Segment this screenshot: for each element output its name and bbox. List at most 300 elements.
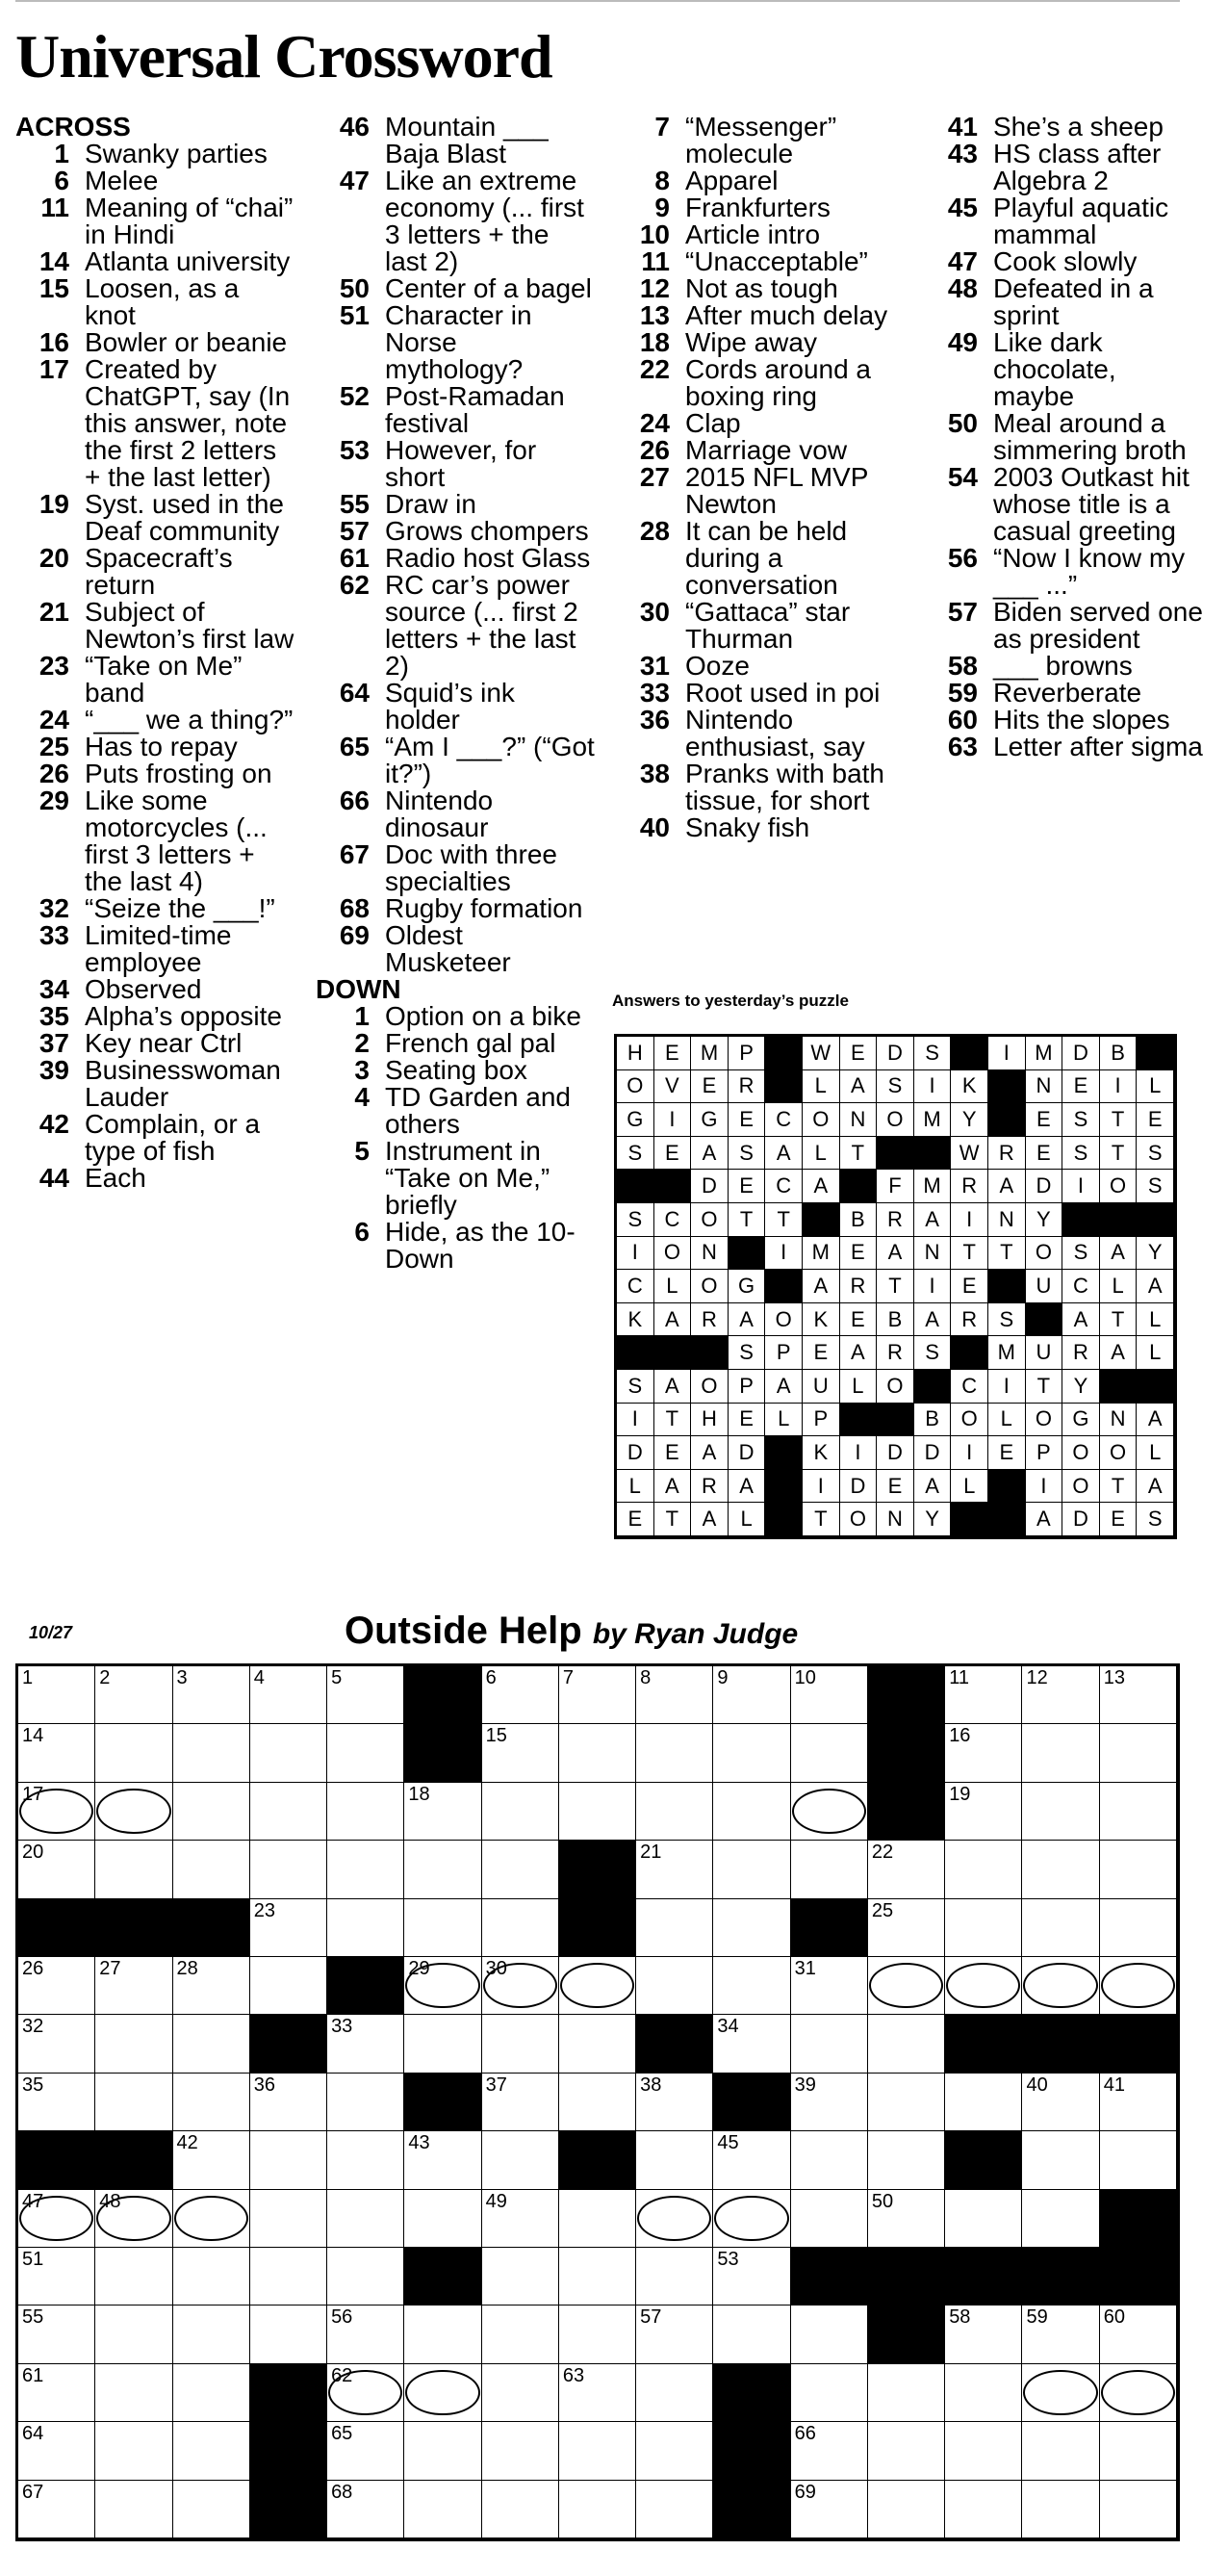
puzzle-square[interactable] bbox=[1100, 2131, 1177, 2189]
answer-cell: A bbox=[729, 1303, 766, 1337]
puzzle-square[interactable] bbox=[945, 2481, 1022, 2538]
puzzle-square[interactable] bbox=[1100, 1841, 1177, 1898]
puzzle-square[interactable] bbox=[1022, 1724, 1099, 1782]
answer-cell: K bbox=[803, 1303, 840, 1337]
puzzle-square[interactable] bbox=[636, 2074, 713, 2131]
puzzle-square[interactable] bbox=[18, 1666, 95, 1724]
puzzle-square[interactable] bbox=[482, 2190, 559, 2248]
puzzle-square[interactable] bbox=[173, 2131, 250, 2189]
puzzle-square[interactable] bbox=[1022, 2364, 1099, 2422]
puzzle-square[interactable] bbox=[482, 2481, 559, 2538]
black-square bbox=[713, 2422, 790, 2480]
clue-text: “___ we a thing?” bbox=[85, 705, 294, 734]
answer-cell: T bbox=[1100, 1137, 1138, 1171]
clue-text: ___ browns bbox=[993, 651, 1133, 681]
black-square bbox=[868, 1724, 945, 1782]
clue-text: Like some motorcycles (... first 3 letters + the last 4) bbox=[85, 786, 268, 896]
clue-text: Article intro bbox=[685, 219, 821, 249]
puzzle-square[interactable] bbox=[713, 1666, 790, 1724]
puzzle-square[interactable] bbox=[327, 1666, 404, 1724]
square-number: 6 bbox=[485, 1667, 497, 1688]
answer-cell: S bbox=[617, 1137, 654, 1171]
clue bbox=[616, 275, 895, 302]
puzzle-square[interactable] bbox=[95, 2074, 172, 2131]
answer-black-cell bbox=[988, 1103, 1026, 1137]
puzzle-square[interactable] bbox=[482, 2015, 559, 2073]
answer-cell: Y bbox=[1026, 1203, 1063, 1237]
answer-cell: S bbox=[914, 1037, 952, 1070]
puzzle-square[interactable] bbox=[95, 2248, 172, 2306]
puzzle-square[interactable] bbox=[868, 2074, 945, 2131]
puzzle-square[interactable] bbox=[636, 1957, 713, 2015]
puzzle-square[interactable] bbox=[173, 1724, 250, 1782]
answer-cell: E bbox=[803, 1336, 840, 1370]
puzzle-square[interactable] bbox=[868, 2364, 945, 2422]
puzzle-square[interactable] bbox=[95, 2422, 172, 2480]
puzzle-square[interactable] bbox=[404, 2015, 481, 2073]
puzzle-square[interactable] bbox=[713, 1724, 790, 1782]
puzzle-square[interactable] bbox=[250, 1724, 327, 1782]
puzzle-square[interactable] bbox=[18, 2481, 95, 2538]
puzzle-square[interactable] bbox=[18, 2074, 95, 2131]
clue-text: Frankfurters bbox=[685, 193, 831, 222]
clue bbox=[924, 707, 1203, 734]
clue-text: Syst. used in the Deaf community bbox=[85, 489, 285, 546]
puzzle-square[interactable] bbox=[18, 2364, 95, 2422]
puzzle-square[interactable] bbox=[250, 1841, 327, 1898]
puzzle-square[interactable] bbox=[250, 2074, 327, 2131]
puzzle-square[interactable] bbox=[791, 1724, 868, 1782]
circle-mark bbox=[1101, 2370, 1175, 2415]
answer-cell: L bbox=[840, 1370, 878, 1404]
puzzle-square[interactable] bbox=[868, 2481, 945, 2538]
puzzle-square[interactable] bbox=[636, 1724, 713, 1782]
puzzle-square[interactable] bbox=[945, 2364, 1022, 2422]
answer-black-cell bbox=[1026, 1303, 1063, 1337]
answer-cell: Y bbox=[914, 1503, 952, 1536]
answer-black-cell bbox=[729, 1237, 766, 1271]
puzzle-square[interactable] bbox=[636, 2306, 713, 2363]
clue bbox=[15, 599, 294, 653]
puzzle-square[interactable] bbox=[945, 1783, 1022, 1841]
puzzle-square[interactable] bbox=[945, 1666, 1022, 1724]
puzzle-square[interactable] bbox=[173, 1841, 250, 1898]
puzzle-square[interactable] bbox=[95, 1957, 172, 2015]
puzzle-square[interactable] bbox=[173, 1666, 250, 1724]
answer-cell: B bbox=[840, 1203, 878, 1237]
clue bbox=[616, 814, 895, 841]
answer-cell: I bbox=[988, 1037, 1026, 1070]
puzzle-square[interactable] bbox=[636, 2364, 713, 2422]
puzzle-square[interactable] bbox=[713, 1783, 790, 1841]
puzzle-square[interactable] bbox=[482, 2422, 559, 2480]
puzzle-square[interactable] bbox=[636, 2190, 713, 2248]
answer-cell: A bbox=[1100, 1336, 1138, 1370]
puzzle-square[interactable] bbox=[327, 1724, 404, 1782]
puzzle-square[interactable] bbox=[1022, 1899, 1099, 1957]
clue bbox=[616, 114, 895, 167]
puzzle-square[interactable] bbox=[1100, 2306, 1177, 2363]
puzzle-square[interactable] bbox=[482, 2306, 559, 2363]
puzzle-square[interactable] bbox=[95, 2190, 172, 2248]
puzzle-square[interactable] bbox=[482, 1899, 559, 1957]
puzzle-square[interactable] bbox=[250, 1957, 327, 2015]
puzzle-square[interactable] bbox=[250, 2131, 327, 2189]
answer-cell: I bbox=[1062, 1170, 1100, 1203]
puzzle-square[interactable] bbox=[1100, 1666, 1177, 1724]
puzzle-square[interactable] bbox=[1022, 2190, 1099, 2248]
answer-cell: P bbox=[803, 1404, 840, 1437]
puzzle-square[interactable] bbox=[713, 2190, 790, 2248]
puzzle-square[interactable] bbox=[250, 2190, 327, 2248]
answer-cell: M bbox=[914, 1103, 952, 1137]
clue-number: 60 bbox=[947, 705, 978, 734]
puzzle-square[interactable] bbox=[250, 1666, 327, 1724]
answer-cell: N bbox=[988, 1203, 1026, 1237]
puzzle-square[interactable] bbox=[791, 2306, 868, 2363]
puzzle-square[interactable] bbox=[713, 1841, 790, 1898]
puzzle-square[interactable] bbox=[1022, 2306, 1099, 2363]
puzzle-square[interactable] bbox=[1022, 1957, 1099, 2015]
puzzle-square[interactable] bbox=[713, 1899, 790, 1957]
answer-cell: S bbox=[1137, 1137, 1174, 1171]
answer-cell: I bbox=[617, 1404, 654, 1437]
puzzle-square[interactable] bbox=[95, 1783, 172, 1841]
puzzle-square[interactable] bbox=[868, 2131, 945, 2189]
puzzle-square[interactable] bbox=[868, 2190, 945, 2248]
puzzle-square[interactable] bbox=[945, 2074, 1022, 2131]
puzzle-square[interactable] bbox=[18, 2015, 95, 2073]
puzzle-square[interactable] bbox=[945, 2306, 1022, 2363]
puzzle-square[interactable] bbox=[559, 2422, 636, 2480]
puzzle-square[interactable] bbox=[95, 2364, 172, 2422]
puzzle-square[interactable] bbox=[1022, 1783, 1099, 1841]
clue-number: 31 bbox=[639, 651, 670, 681]
square-number: 19 bbox=[949, 1783, 971, 1805]
answer-cell: D bbox=[1062, 1037, 1100, 1070]
black-square bbox=[559, 1841, 636, 1898]
puzzle-square[interactable] bbox=[173, 2481, 250, 2538]
puzzle-square[interactable] bbox=[791, 1957, 868, 2015]
puzzle-square[interactable] bbox=[945, 1724, 1022, 1782]
puzzle-square[interactable] bbox=[404, 1783, 481, 1841]
puzzle-square[interactable] bbox=[482, 2364, 559, 2422]
puzzle-square[interactable] bbox=[250, 1783, 327, 1841]
puzzle-square[interactable] bbox=[636, 2422, 713, 2480]
puzzle-square[interactable] bbox=[713, 1957, 790, 2015]
puzzle-square[interactable] bbox=[327, 1783, 404, 1841]
clue-text: Observed bbox=[85, 974, 202, 1004]
puzzle-square[interactable] bbox=[404, 1841, 481, 1898]
clue-number: 22 bbox=[639, 354, 670, 384]
square-number: 36 bbox=[253, 2074, 276, 2096]
puzzle-square[interactable] bbox=[250, 2248, 327, 2306]
puzzle-square[interactable] bbox=[636, 2248, 713, 2306]
puzzle-square[interactable] bbox=[173, 2364, 250, 2422]
puzzle-square[interactable] bbox=[559, 2481, 636, 2538]
black-square bbox=[18, 1899, 95, 1957]
answer-cell: A bbox=[1062, 1303, 1100, 1337]
puzzle-square[interactable] bbox=[1022, 2422, 1099, 2480]
puzzle-square[interactable] bbox=[327, 2364, 404, 2422]
clue bbox=[316, 518, 595, 545]
clue-text: Seating box bbox=[385, 1055, 527, 1085]
answer-black-cell bbox=[803, 1203, 840, 1237]
puzzle-square[interactable] bbox=[250, 2306, 327, 2363]
clue bbox=[316, 572, 595, 680]
answer-cell: C bbox=[617, 1270, 654, 1303]
black-square bbox=[945, 2248, 1022, 2306]
puzzle-square[interactable] bbox=[250, 1899, 327, 1957]
puzzle-square[interactable] bbox=[18, 1841, 95, 1898]
clue bbox=[15, 491, 294, 545]
puzzle-square[interactable] bbox=[559, 1666, 636, 1724]
puzzle-square[interactable] bbox=[945, 1957, 1022, 2015]
clue-text: Atlanta university bbox=[85, 246, 291, 276]
puzzle-square[interactable] bbox=[868, 1957, 945, 2015]
answer-cell: S bbox=[1062, 1237, 1100, 1271]
puzzle-square[interactable] bbox=[404, 2190, 481, 2248]
puzzle-square[interactable] bbox=[791, 1666, 868, 1724]
clue bbox=[15, 329, 294, 356]
square-number: 28 bbox=[176, 1958, 198, 1979]
puzzle-square[interactable] bbox=[404, 2306, 481, 2363]
puzzle-square[interactable] bbox=[636, 1783, 713, 1841]
answer-cell: T bbox=[988, 1237, 1026, 1271]
puzzle-square[interactable] bbox=[791, 2015, 868, 2073]
puzzle-square[interactable] bbox=[636, 1899, 713, 1957]
puzzle-square[interactable] bbox=[1100, 2481, 1177, 2538]
puzzle-square[interactable] bbox=[173, 1783, 250, 1841]
puzzle-square[interactable] bbox=[327, 2306, 404, 2363]
clue-number: 61 bbox=[339, 543, 370, 573]
answer-cell: A bbox=[1137, 1270, 1174, 1303]
puzzle-square[interactable] bbox=[482, 1724, 559, 1782]
puzzle-square[interactable] bbox=[559, 2248, 636, 2306]
answer-cell: G bbox=[691, 1103, 729, 1137]
clue-text: Hits the slopes bbox=[993, 705, 1170, 734]
clue bbox=[924, 194, 1203, 248]
puzzle-square[interactable] bbox=[18, 2422, 95, 2480]
answer-cell: O bbox=[691, 1203, 729, 1237]
square-number: 7 bbox=[562, 1667, 574, 1688]
puzzle-square[interactable] bbox=[482, 1666, 559, 1724]
answer-cell: S bbox=[729, 1137, 766, 1171]
square-number: 58 bbox=[949, 2306, 971, 2329]
answer-cell: N bbox=[691, 1237, 729, 1271]
square-number: 41 bbox=[1103, 2074, 1125, 2096]
answer-black-cell bbox=[877, 1404, 914, 1437]
clue bbox=[316, 275, 595, 302]
puzzle-square[interactable] bbox=[95, 1841, 172, 1898]
square-number: 61 bbox=[22, 2364, 44, 2386]
puzzle-square[interactable] bbox=[636, 1841, 713, 1898]
answer-cell: A bbox=[803, 1170, 840, 1203]
answer-cell: M bbox=[988, 1336, 1026, 1370]
answer-cell: S bbox=[1137, 1170, 1174, 1203]
puzzle-square[interactable] bbox=[868, 1841, 945, 1898]
answer-cell: A bbox=[765, 1137, 803, 1171]
puzzle-square[interactable] bbox=[173, 2248, 250, 2306]
clue-column-1 bbox=[15, 114, 294, 1192]
clue-number: 40 bbox=[639, 812, 670, 842]
puzzle-square[interactable] bbox=[1022, 1841, 1099, 1898]
clue-number: 7 bbox=[654, 112, 670, 142]
puzzle-square[interactable] bbox=[18, 2306, 95, 2363]
square-number: 15 bbox=[485, 1725, 507, 1747]
answer-cell: O bbox=[1100, 1170, 1138, 1203]
puzzle-square[interactable] bbox=[482, 1783, 559, 1841]
puzzle-square[interactable] bbox=[559, 1957, 636, 2015]
clue bbox=[616, 356, 895, 410]
puzzle-square[interactable] bbox=[18, 1724, 95, 1782]
clue-number: 63 bbox=[947, 732, 978, 761]
puzzle-square[interactable] bbox=[327, 2481, 404, 2538]
square-number: 45 bbox=[717, 2132, 739, 2154]
puzzle-square[interactable] bbox=[945, 2190, 1022, 2248]
answer-cell: A bbox=[1137, 1404, 1174, 1437]
clue-number: 68 bbox=[339, 893, 370, 923]
puzzle-square[interactable] bbox=[327, 1899, 404, 1957]
puzzle-square[interactable] bbox=[1022, 2074, 1099, 2131]
puzzle-square[interactable] bbox=[636, 1666, 713, 1724]
puzzle-square[interactable] bbox=[1100, 1899, 1177, 1957]
puzzle-square[interactable] bbox=[791, 2190, 868, 2248]
clue bbox=[316, 841, 595, 895]
puzzle-square[interactable] bbox=[482, 1841, 559, 1898]
puzzle-square[interactable] bbox=[173, 1957, 250, 2015]
puzzle-square[interactable] bbox=[95, 2306, 172, 2363]
puzzle-square[interactable] bbox=[1100, 1783, 1177, 1841]
puzzle-square[interactable] bbox=[327, 1841, 404, 1898]
puzzle-square[interactable] bbox=[791, 2131, 868, 2189]
puzzle-square[interactable] bbox=[559, 2306, 636, 2363]
clue bbox=[616, 410, 895, 437]
puzzle-square[interactable] bbox=[327, 2074, 404, 2131]
puzzle-square[interactable] bbox=[713, 2306, 790, 2363]
black-square bbox=[1100, 2015, 1177, 2073]
puzzle-square[interactable] bbox=[868, 2422, 945, 2480]
puzzle-square[interactable] bbox=[404, 1957, 481, 2015]
puzzle-square[interactable] bbox=[713, 2015, 790, 2073]
answer-cell: L bbox=[765, 1404, 803, 1437]
answer-cell: F bbox=[877, 1170, 914, 1203]
answer-black-cell bbox=[765, 1436, 803, 1470]
puzzle-square[interactable] bbox=[1022, 2131, 1099, 2189]
puzzle-square[interactable] bbox=[18, 2190, 95, 2248]
puzzle-square[interactable] bbox=[945, 2422, 1022, 2480]
puzzle-square[interactable] bbox=[559, 2015, 636, 2073]
puzzle-square[interactable] bbox=[482, 2131, 559, 2189]
puzzle-square[interactable] bbox=[327, 2015, 404, 2073]
clue-text: Nintendo enthusiast, say bbox=[685, 705, 865, 761]
puzzle-square[interactable] bbox=[868, 1899, 945, 1957]
puzzle-square[interactable] bbox=[482, 2248, 559, 2306]
puzzle-square[interactable] bbox=[404, 2422, 481, 2480]
clue bbox=[924, 329, 1203, 410]
answer-cell: E bbox=[840, 1303, 878, 1337]
puzzle-square[interactable] bbox=[173, 2074, 250, 2131]
puzzle-square[interactable] bbox=[95, 1666, 172, 1724]
answer-cell: A bbox=[914, 1303, 952, 1337]
puzzle-square[interactable] bbox=[327, 2422, 404, 2480]
puzzle-square[interactable] bbox=[404, 2364, 481, 2422]
square-number: 66 bbox=[794, 2423, 816, 2445]
puzzle-square[interactable] bbox=[636, 2131, 713, 2189]
puzzle-square[interactable] bbox=[559, 2364, 636, 2422]
puzzle-square[interactable] bbox=[868, 2015, 945, 2073]
clue-number: 29 bbox=[38, 786, 69, 815]
puzzle-square[interactable] bbox=[173, 2422, 250, 2480]
puzzle-square[interactable] bbox=[791, 1783, 868, 1841]
puzzle-square[interactable] bbox=[327, 2190, 404, 2248]
puzzle-square[interactable] bbox=[559, 1724, 636, 1782]
puzzle-square[interactable] bbox=[945, 1841, 1022, 1898]
puzzle-square[interactable] bbox=[1100, 2422, 1177, 2480]
clue bbox=[616, 194, 895, 221]
puzzle-square[interactable] bbox=[404, 2481, 481, 2538]
puzzle-square[interactable] bbox=[482, 1957, 559, 2015]
puzzle-square[interactable] bbox=[1100, 2074, 1177, 2131]
puzzle-square[interactable] bbox=[1100, 1724, 1177, 1782]
puzzle-square[interactable] bbox=[95, 1724, 172, 1782]
puzzle-square[interactable] bbox=[327, 2248, 404, 2306]
puzzle-square[interactable] bbox=[18, 2248, 95, 2306]
puzzle-square[interactable] bbox=[173, 2306, 250, 2363]
puzzle-square[interactable] bbox=[1022, 1666, 1099, 1724]
answer-cell: L bbox=[1137, 1303, 1174, 1337]
answer-cell: A bbox=[1137, 1470, 1174, 1504]
answer-black-cell bbox=[1137, 1203, 1174, 1237]
puzzle-square[interactable] bbox=[173, 2015, 250, 2073]
puzzle-square[interactable] bbox=[95, 2015, 172, 2073]
answer-cell: I bbox=[914, 1270, 952, 1303]
puzzle-square[interactable] bbox=[636, 2481, 713, 2538]
puzzle-square[interactable] bbox=[713, 2131, 790, 2189]
puzzle-square[interactable] bbox=[945, 1899, 1022, 1957]
puzzle-square[interactable] bbox=[559, 1783, 636, 1841]
answer-black-cell bbox=[951, 1037, 988, 1070]
puzzle-square[interactable] bbox=[791, 2481, 868, 2538]
puzzle-square[interactable] bbox=[1100, 1957, 1177, 2015]
puzzle-square[interactable] bbox=[791, 2074, 868, 2131]
clue bbox=[15, 194, 294, 248]
answer-cell: T bbox=[840, 1137, 878, 1171]
answer-cell: N bbox=[840, 1103, 878, 1137]
puzzle-square[interactable] bbox=[18, 1957, 95, 2015]
puzzle-square[interactable] bbox=[1022, 2481, 1099, 2538]
puzzle-square[interactable] bbox=[173, 2190, 250, 2248]
clue bbox=[15, 167, 294, 194]
square-number: 42 bbox=[176, 2132, 198, 2154]
puzzle-square[interactable] bbox=[1100, 2364, 1177, 2422]
puzzle-square[interactable] bbox=[791, 2422, 868, 2480]
puzzle-square[interactable] bbox=[404, 1899, 481, 1957]
puzzle-square[interactable] bbox=[482, 2074, 559, 2131]
answer-cell: A bbox=[877, 1237, 914, 1271]
puzzle-square[interactable] bbox=[95, 2481, 172, 2538]
puzzle-square[interactable] bbox=[791, 1841, 868, 1898]
puzzle-square[interactable] bbox=[18, 1783, 95, 1841]
clue bbox=[316, 1030, 595, 1057]
puzzle-square[interactable] bbox=[404, 2131, 481, 2189]
square-number: 2 bbox=[99, 1667, 111, 1688]
puzzle-square[interactable] bbox=[713, 2248, 790, 2306]
puzzle-square[interactable] bbox=[559, 2190, 636, 2248]
puzzle-square[interactable] bbox=[791, 2364, 868, 2422]
puzzle-square[interactable] bbox=[559, 2074, 636, 2131]
puzzle-square[interactable] bbox=[327, 2131, 404, 2189]
